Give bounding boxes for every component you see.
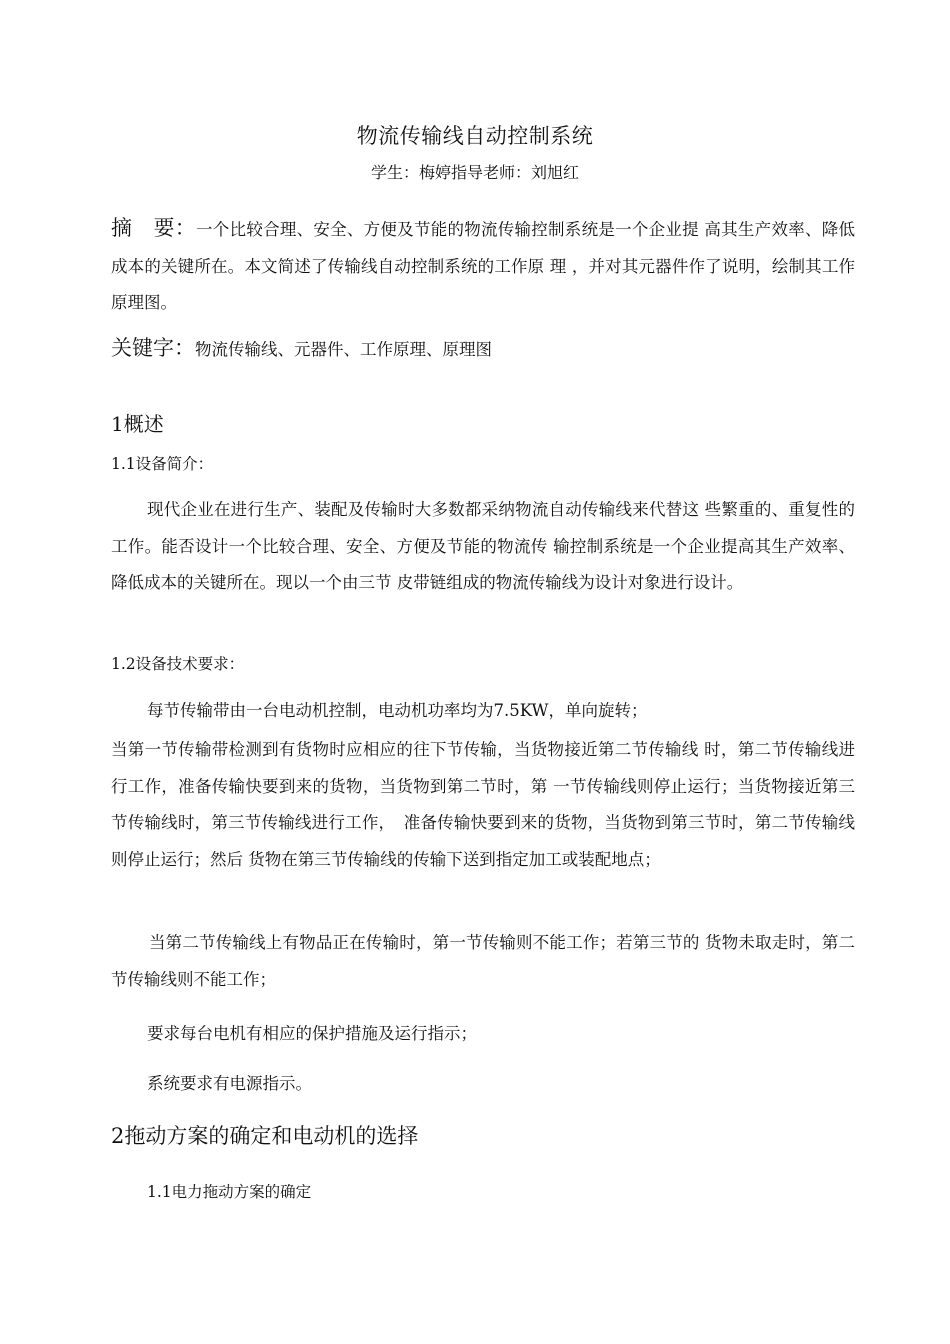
paper-authors: 学生：梅婷指导老师：刘旭红 [370, 163, 579, 182]
abstract-label: 摘 要： [111, 216, 197, 240]
keywords [111, 330, 855, 369]
requirement-paragraph-4: 要求每台电机有相应的保护措施及运行指示； [147, 1024, 477, 1043]
section-2-1-heading: 1.1电力拖动方案的确定 [147, 1183, 312, 1201]
abstract [111, 210, 855, 322]
requirement-paragraph-3: 当第二节传输线上有物品正在传输时，第一节传输则不能工作；若第三节的 货物未取走时，第二节传输线则不能工作； [111, 933, 855, 989]
section-1-1-heading: 1.1设备简介： [111, 455, 214, 473]
keywords-label: 关键字： [111, 336, 195, 360]
requirement-paragraph-5: 系统要求有电源指示。 [147, 1074, 312, 1093]
section-1-heading: 1概述 [111, 412, 164, 436]
abstract-text: 一个比较合理、安全、方便及节能的物流传输控制系统是一个企业提 高其生产效率、降低成本的关键所在。本文简述了传输线自动控制系统的工作原 理 ，并对其元器件作了说明，绘制其工作原理图。 [111, 220, 855, 312]
paper-title: 物流传输线自动控制系统 [356, 124, 594, 148]
requirement-paragraph-1: 每节传输带由一台电动机控制，电动机功率均为7.5KW，单向旋转； [147, 701, 648, 720]
section-1-1-text: 现代企业在进行生产、装配及传输时大多数都采纳物流自动传输线来代替这 些繁重的、重复性的工作。能否设计一个比较合理、安全、方便及节能的物流传 输控制系统是一个企业提高其生产效率、降低成本的关键所在。现以一个由三节 皮带链组成的物流传输线为设计对象进行设计。 [111, 500, 855, 592]
keywords-text: 物流传输线、元器件、工作原理、原理图 [195, 340, 492, 359]
requirement-paragraph-2: 当第一节传输带检测到有货物时应相应的往下节传输，当货物接近第二节传输线 时，第二节传输线进行工作，准备传输快要到来的货物，当货物到第二节时，第 一节传输线则停止运行；当货物接近第三节传输线时，第三节传输线进行工作， 准备传输快要到来的货物，当货物到第三节时，第二节传输线则停止运行；然后 货物在第三节传输线的传输下送到指定加工或装配地点； [111, 740, 855, 869]
section-1-2-heading: 1.2设备技术要求： [111, 655, 245, 673]
section-2-heading: 2拖动方案的确定和电动机的选择 [111, 1124, 419, 1148]
